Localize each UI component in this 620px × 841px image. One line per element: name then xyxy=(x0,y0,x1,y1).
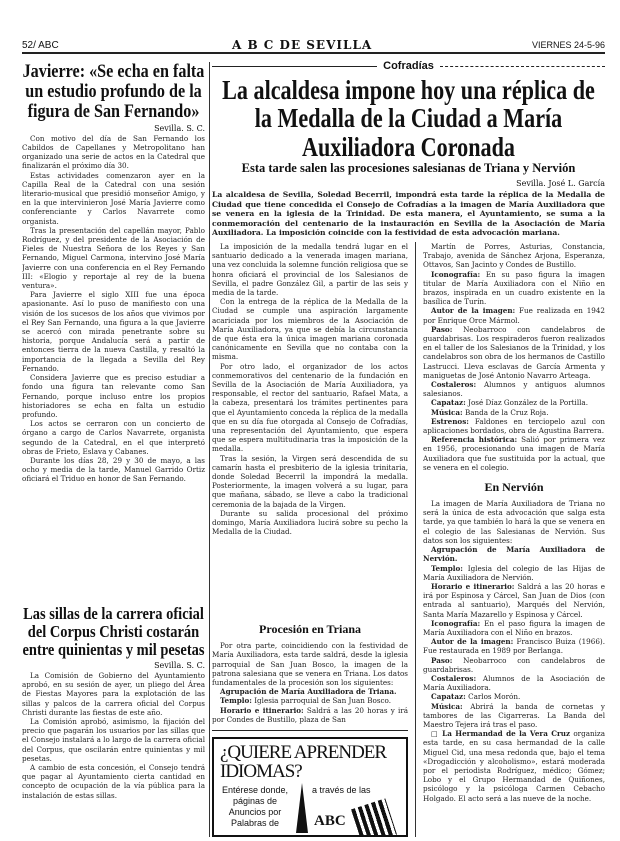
ad-text: Entérese donde, páginas de Anuncios por Palabras de xyxy=(221,785,289,828)
subheadline: Esta tarde salen las procesiones salesianas de Triana y Nervión xyxy=(241,161,576,176)
info-item: Agrupación de María Auxiliadora de Nervión. xyxy=(423,545,605,564)
paragraph: La imposición de la medalla tendrá lugar en el santuario dedicado a la venerada imagen mariana, una vez concluida la solemne función religiosa que se honra oficiará el provincial de los Salesianos de Sevilla, el padre González Gil, a partir de las seis y media de la tarde. xyxy=(212,242,408,298)
subhead-nervion: En Nervión xyxy=(484,480,544,495)
paragraph: Considera Javierre que es preciso estudiar a fondo una figura tan relevante como San Fernando, porque incluso entre los propios historiadores se echa en falta un estudio profundo. xyxy=(22,373,205,419)
byline: Sevilla. José L. García xyxy=(516,179,605,189)
newspaper-title: A B C DE SEVILLA xyxy=(232,38,373,52)
headline: Las sillas de la carrera oficial del Corpus Christi costarán entre quinientas y mil pesetas xyxy=(22,605,205,659)
paragraph: A cambio de esta concesión, el Consejo tendrá que pagar al Ayuntamiento cierta cantidad en concepto de ocupación de la vía pública para la instalación de estas sillas. xyxy=(22,763,205,800)
issue-date: VIERNES 24-5-96 xyxy=(531,40,605,50)
info-item: Costaleros: Alumnos y antiguos alumnos salesianos. xyxy=(423,380,605,399)
paragraph: Para Javierre el siglo XIII fue una época apasionante. Así lo puso de manifiesto con una visión de los sucesos de los años que vivimos por el Rey San Fernando, una figura a la que Javierre se acercó con mirada penetrante sobre su historia, porque Andalucía será a partir de entonces tierra de la nueva Castilla, y resaltó la importancia de la llegada a Sevilla del Rey Fernando. xyxy=(22,290,205,373)
paragraph: Los actos se cerraron con un concierto de órgano a cargo de Carlos Navarrete, organista segundo de la Catedral, en el que interpretó obras de Frieto, Eslava y Cabanes. xyxy=(22,419,205,456)
main-article-header xyxy=(212,60,605,238)
main-column-1 xyxy=(212,242,408,837)
main-headline: La alcaldesa impone hoy una réplica de la Medalla de la Ciudad a María Auxiliadora Coronada xyxy=(222,76,595,162)
paragraph: Por otra parte, coincidiendo con la festividad de María Auxiliadora, esta tarde saldrá, desde la iglesia parroquial de San Juan Bosco, la imagen de la patrona salesiana que se venera en Triana. Los datos fundamentales de la procesión son los siguientes: xyxy=(212,641,408,687)
left-column xyxy=(22,62,205,837)
eiffel-tower-icon xyxy=(296,783,308,833)
info-item: Capataz: Carlos Morón. xyxy=(431,692,521,702)
paragraph: Con motivo del día de San Fernando los Cabildos de Capellanes y Metropolitano han organizado una serie de actos en la Catedral que finalizarán el próximo día 30. xyxy=(22,133,205,171)
info-item: Horario e itinerario: Saldrá a las 20 horas y irá por Condes de Bustillo, plaza de San xyxy=(212,705,408,724)
info-item: Paso: Neobarroco con candelabros de guardabrisas. Los respiraderos fueron realizados en el taller de los Salesianos de la Trinidad, y los candelabros son obra de los hermanos de Castillo Lastrucci. Lleva esclavas de García Armenta y maniguetas de José Antonio Navarro Arteaga. xyxy=(423,324,605,380)
paragraph: Estas actividades comenzaron ayer en la Capilla Real de la Catedral con una sesión literario-musical que presidió monseñor Amigo, y en la que intervinieron José María Javierre como conferenciante y Carlos Navarrete como organista. xyxy=(22,170,205,226)
subhead-triana: Procesión en Triana xyxy=(259,622,361,637)
column-divider xyxy=(209,62,210,837)
section-title: Cofradías xyxy=(383,60,434,72)
headline: Javierre: «Se echa en falta un estudio profundo de la figura de San Fernando» xyxy=(22,62,205,122)
pisa-tower-icon xyxy=(351,798,397,837)
info-item: Capataz: José Díaz González de la Portilla. xyxy=(431,398,588,408)
ad-text-right: a través de las xyxy=(312,785,371,795)
article-body xyxy=(22,671,205,837)
page-number: 52/ ABC xyxy=(22,40,59,51)
ad-headline: ¿QUIERE APRENDER IDIOMAS? xyxy=(220,742,387,782)
paragraph: Durante los días 28, 29 y 30 de mayo, a las ocho y media de la tarde, Manuel Garrido Ortiz oficiará el Triduo en honor de San Fernando. xyxy=(22,455,205,484)
info-item: Paso: Neobarroco con candelabros de guardabrisas. xyxy=(423,655,605,674)
info-item: Horario e itinerario: Saldrá a las 20 horas e irá por Espinosa y Cárcel, San Juan de Dios (con entrada al santuario), Marqués del Nervión, Santa María Mazarello y Espinosa y Cárcel. xyxy=(423,581,605,619)
lead-paragraph: La alcaldesa de Sevilla, Soledad Becerril, impondrá esta tarde la réplica de la Medalla de Ciudad que tiene concedida el Consejo de Cofradías a la imagen de María Auxiliadora que se venera en la iglesia de la Trinidad. De esta manera, el Ayuntamiento, se suma a la conmemoración del centenario de la instauración en Sevilla de la Asociación de María Auxiliadora. La imposición coincide con la festividad de esta advocación mariana. xyxy=(212,190,605,238)
info-item: Templo: Iglesia del colegio de las Hijas de María Auxiliadora de Nervión. xyxy=(423,563,605,582)
info-item: Referencia histórica: Salió por primera vez en 1956, procesionando una imagen de María Auxiliadora que fue sustituida por la actual, que se venera en el colegio. xyxy=(423,435,605,472)
paragraph: Tras la presentación del capellán mayor, Pablo Rodríguez, y del presidente de la Asociación de Fieles de Nuestra Señora de los Reyes y San Fernando, Miguel Carmona, intervino José María Javierre con una conferencia en el Rey Fernando III: «Elogio y reportaje al rey de la buena ventura». xyxy=(22,225,205,291)
article-body xyxy=(212,242,408,614)
info-item: Iconografía: En el paso figura la imagen de María Auxiliadora con el Niño en brazos. xyxy=(423,618,605,637)
article-javierre xyxy=(22,62,205,595)
main-column-2 xyxy=(423,242,605,837)
paragraph: Con la entrega de la réplica de la Medalla de la Ciudad se cumple una aspiración largamente acariciada por los miembros de la Asociación de María Auxiliadora, ya que se debía la circunstancia de que ésta era la única imagen mariana coronada canónicamente en Sevilla que no contaba con la misma. xyxy=(212,297,408,362)
paragraph: Martín de Porres, Asturias, Constancia, Trabajo, avenida de Sánchez Arjona, Esperanza, Ottavos, San Jacinto y Condes de Bustillo. xyxy=(423,242,605,270)
main-columns xyxy=(212,242,605,837)
info-item: Iconografía: En su paso figura la imagen titular de María Auxiliadora con el Niño en brazos, inspirada en un cuadro existente en la basílica de Turín. xyxy=(423,269,605,307)
article-corpus xyxy=(22,605,205,837)
section-label xyxy=(212,60,605,72)
info-item: Agrupación de María Auxiliadora de Triana. xyxy=(220,687,397,697)
info-item: □ La Hermandad de la Vera Cruz organiza esta tarde, en su casa hermandad de la calle Miguel Cid, una mesa redonda que, bajo el tema «Drogadicción y alcoholismo», estará moderada por el periodista Rodríguez, médico; Gómez; Lobo y el Grupo Hermandad de Quiñones, psicólogo y la psicóloga Carmen Cebacho Holgado. El acto será a las nueve de la noche. xyxy=(423,729,605,803)
paragraph: Tras la sesión, la Virgen será descendida de su camarín hasta el presbiterio de la iglesia trinitaria, donde Soledad Becerril la impondrá la medalla. Posteriormente, la imagen volverá a su lugar, para que mañana, sábado, se lleve a cabo la tradicional ceremonia de la bajada de la Virgen. xyxy=(212,453,408,509)
article-body xyxy=(22,134,205,596)
paragraph: La Comisión aprobó, asimismo, la fijación del precio que pagarán los usuarios por las sillas que el Consejo instalará a lo largo de la carrera oficial del Corpus, que oscilarán entre quinientas y mil pesetas. xyxy=(22,717,205,763)
paragraph: La Comisión de Gobierno del Ayuntamiento aprobó, en su sesión de ayer, un pliego del Área de Fiestas Mayores para la explotación de las sillas y palcos de la carrera oficial del Corpus Christi durante las fiestas de este año. xyxy=(22,671,205,717)
nervion-body xyxy=(423,499,605,837)
paragraph: Por otro lado, el organizador de los actos conmemorativos del centenario de la fundación en Sevilla de la Asociación de María Auxiliadora, ya responsable, el rector del santuario, Rafael Mata, a la cabeza, presentará los trámites pertinentes para que el Ayuntamiento conceda la réplica de la medalla que en su día fue otorgada al Consejo de Cofradías, una representación del Ayuntamiento, que espera que se espera multitudinaria tras la imposición de la medalla. xyxy=(212,361,408,454)
page-header xyxy=(22,40,605,54)
abc-logo: ABC xyxy=(314,813,346,829)
paragraph: Durante su salida procesional del próximo domingo, María Auxiliadora lucirá sobre su pecho la Medalla de la Ciudad. xyxy=(212,508,408,537)
info-item: Estrenos: Faldones en terciopelo azul con aplicaciones bordados, obra de Agustina Barrera. xyxy=(423,416,605,436)
column-divider xyxy=(415,242,416,837)
paragraph: La imagen de María Auxiliadora de Triana no será la única de esta advocación que salga esta tarde, ya que también lo hará la que se venera en el colegio de las Salesianas de Nervión. Sus datos son los siguientes: xyxy=(423,499,605,545)
ad-idiomas[interactable] xyxy=(212,730,408,837)
info-item: Costaleros: Alumnos de la Asociación de María Auxiliadora. xyxy=(423,673,605,693)
info-item: Música: Abrirá la banda de cornetas y tambores de las Cigarreras. La Banda del Maestro Tejera irá tras el paso. xyxy=(423,701,605,729)
info-item: Templo: Iglesia parroquial de San Juan Bosco. xyxy=(220,696,392,706)
info-item: Autor de la imagen: Fue realizada en 1942 por Enrique Orce Mármol. xyxy=(423,306,605,325)
main-article xyxy=(212,60,605,837)
ad-box[interactable] xyxy=(212,737,408,837)
byline: Sevilla. S. C. xyxy=(154,123,205,133)
byline: Sevilla. S. C. xyxy=(154,661,205,670)
article-body xyxy=(423,242,605,472)
triana-body xyxy=(212,641,408,724)
info-item: Música: Banda de la Cruz Roja. xyxy=(431,407,549,417)
info-item: Autor de la imagen: Francisco Buiza (1966). Fue restaurada en 1989 por Berlanga. xyxy=(423,637,605,656)
